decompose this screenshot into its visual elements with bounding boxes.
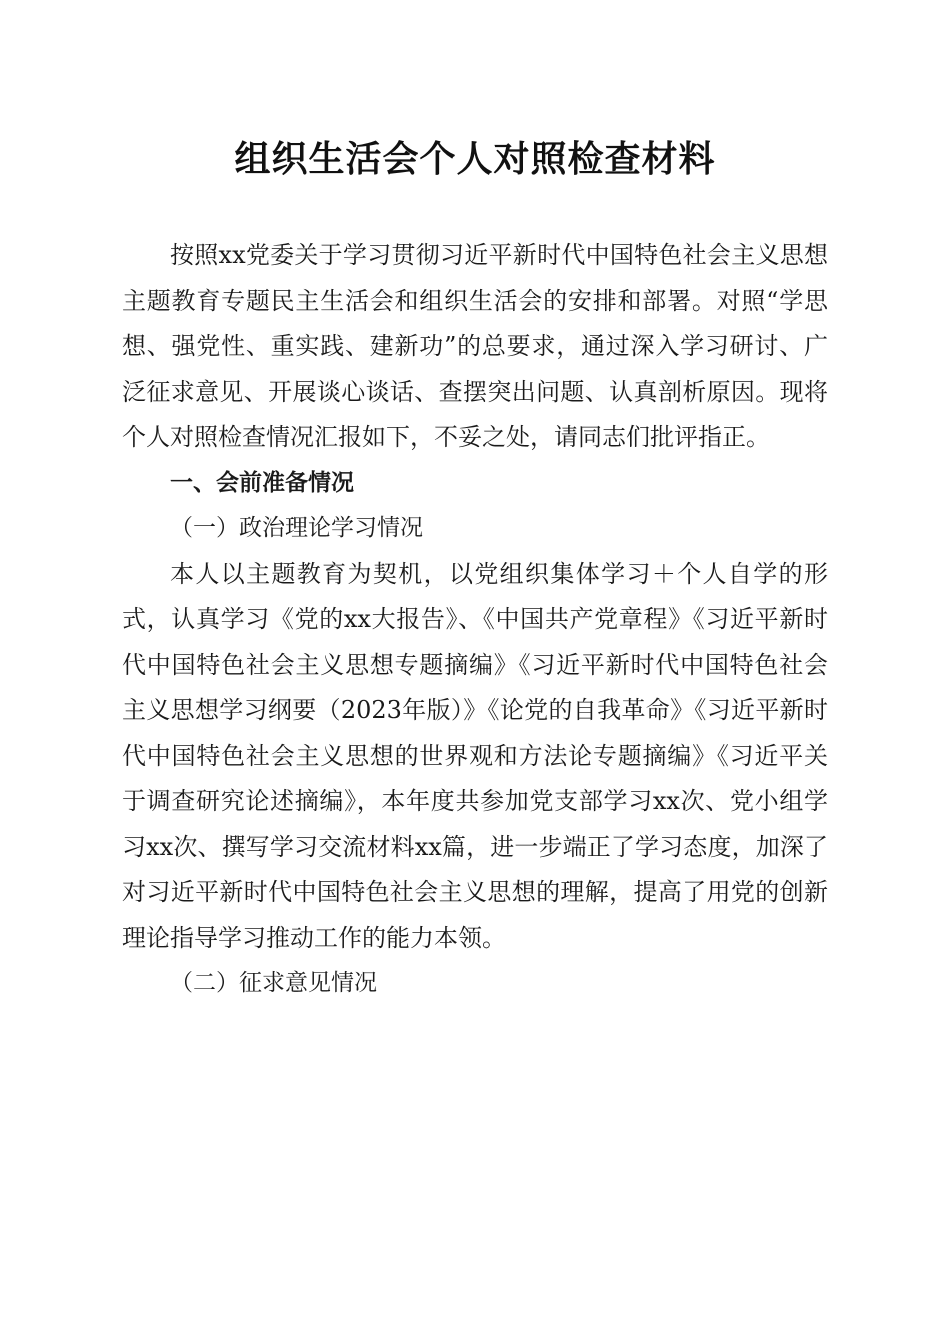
section-heading-preparation: 一、会前准备情况: [170, 469, 354, 496]
document-title: 组织生活会个人对照检查材料: [234, 139, 716, 180]
document-body: [122, 233, 828, 1007]
intro-paragraph: 按照xx党委关于学习贯彻习近平新时代中国特色社会主义思想主题教育专题民主生活会和组织生活会的安排和部署。对照“学思想、强党性、重实践、建新功”的总要求，通过深入学习研讨、广泛征求意见、开展谈心谈话、查摆突出问题、认真剖析原因。现将个人对照检查情况汇报如下，不妥之处，请同志们批评指正。: [122, 241, 828, 451]
theory-study-paragraph: 本人以主题教育为契机，以党组织集体学习＋个人自学的形式，认真学习《党的xx大报告》、《中国共产党章程》《习近平新时代中国特色社会主义思想专题摘编》《习近平新时代中国特色社会主义思想学习纲要（2023年版）》《论党的自我革命》《习近平新时代中国特色社会主义思想的世界观和方法论专题摘编》《习近平关于调查研究论述摘编》，本年度共参加党支部学习xx次、党小组学习xx次、撰写学习交流材料xx篇，进一步端正了学习态度，加深了对习近平新时代中国特色社会主义思想的理解，提高了用党的创新理论指导学习推动工作的能力本领。: [122, 559, 828, 952]
subsection-heading-theory-study: （一）政治理论学习情况: [170, 515, 423, 541]
subsection-heading-opinions: （二）征求意见情况: [170, 970, 377, 996]
